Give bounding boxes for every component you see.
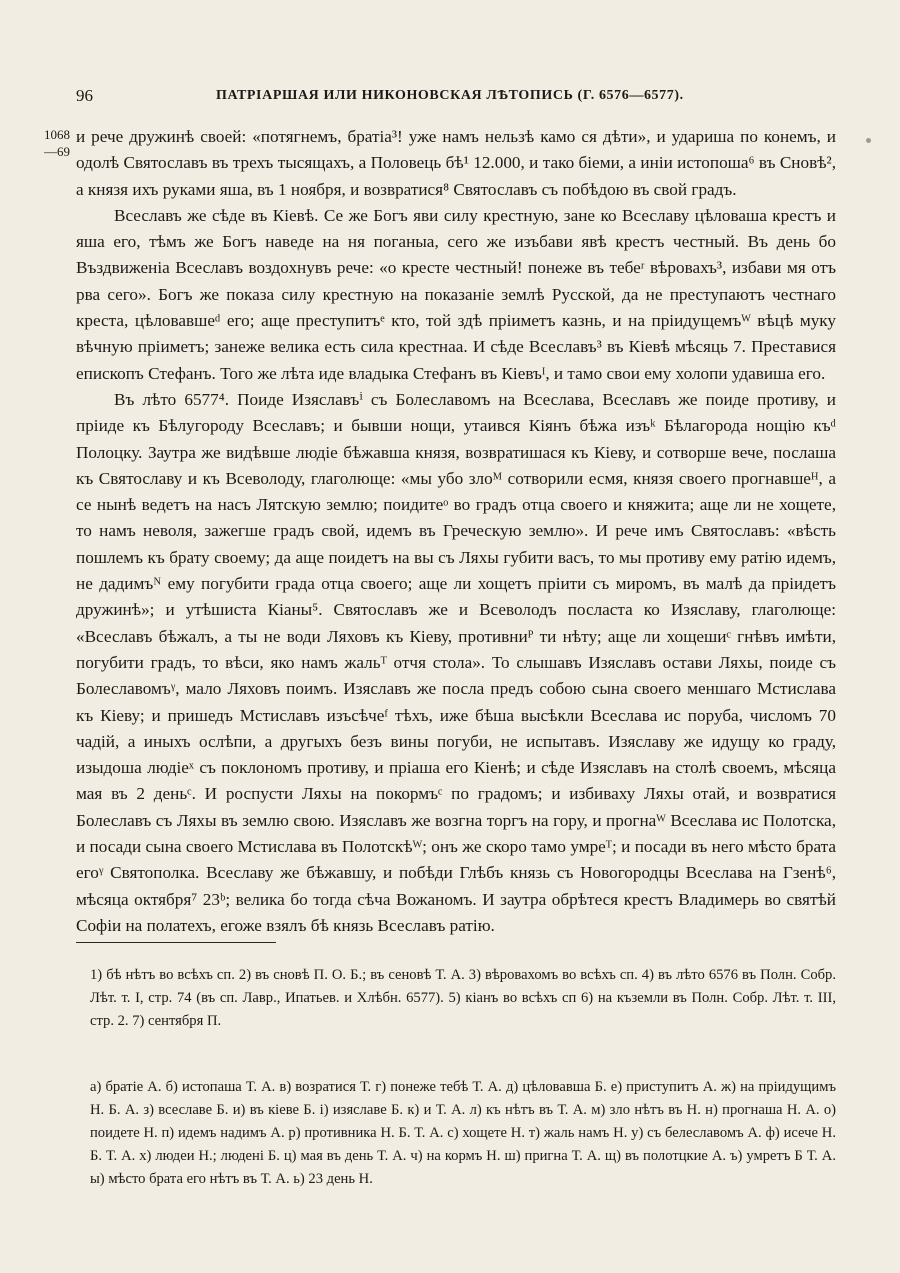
page-number: 96	[76, 86, 93, 105]
margin-dot	[866, 138, 871, 143]
paragraph-1: и рече дружинѣ своей: «потягнемъ, братіа³! уже намъ нельзѣ камо ся дѣти», и удариша по конемъ, и одолѣ Святославъ въ трехъ тысящахъ, а Половець бѣ¹ 12.000, и тако біеми, а иніи истопоша⁶ въ Сновѣ², а князя ихъ руками яша, въ 1 ноября, и возвратися⁸ Святославъ съ побѣдою въ свой градъ.	[76, 127, 836, 199]
footnote-separator	[76, 942, 276, 943]
footnotes-lettered	[76, 1076, 836, 1191]
paragraph-2: Всеславъ же сѣде въ Кіевѣ. Се же Богъ яви силу крестную, зане ко Всеславу цѣловаша крестъ и яша его, тѣмъ же Богъ наведе на ня поганыа, сего же изъбави явѣ крестъ честный. Въ день бо Въздвиженіа Всеславъ воздохнувъ рече: «о кресте честный! понеже въ тебеʳ вѣровахъ³, избави мя отъ рва сего». Богъ же показа силу крестную на показаніе землѣ Русской, да не преступаютъ честнаго креста, цѣловавшеᵈ его; аще преступитъᵉ кто, той здѣ пріиметъ казнь, и на прiидущемъᵂ вѣцѣ муку вѣчную пріиметъ; занеже велика есть сила крестнаа. И сѣде Всеславъ³ въ Кіевѣ мѣсяць 7. Преставися епископъ Стефанъ. Того же лѣта иде владыка Стефанъ въ Кіевъᴵ, и тамо свои ему холопи удавиша его.	[76, 205, 836, 383]
page-header	[76, 86, 836, 112]
paragraph-3: Въ лѣто 6577⁴. Поиде Изяславъⁱ съ Болеславомъ на Всеслава, Всеславъ же поиде противу, и пріиде къ Бѣлугороду Всеславъ; и бывши нощи, утаився Кіянъ бѣжа изъᵏ Бѣлагорода нощію къᵈ Полоцку. Заутра же видѣвше людіе бѣжавша князя, возвратишася къ Кіеву, и сотворше вече, послаша къ Святославу и къ Всеволоду, глаголюще: «мы убо злоᴹ сотворили есмя, князя своего прогнавшеᴴ, а се нынѣ ведетъ на насъ Лятскую землю; поидитеᵒ во градъ отца своего и княжита; аще ли не хощете, то намъ неволя, зажегше градъ свой, идемъ въ Греческую землю». И рече имъ Святославъ: «вѣсть пошлемъ къ брату своему; да аще поидетъ на вы съ Ляхы губити васъ, то мы противу ему ратію идемъ, не дадимъᴺ ему погубити града отца своего; аще ли хощетъ пріити съ миромъ, въ малѣ да пріидетъ дружинѣ»; и утѣшиста Кіаны⁵. Святославъ же и Всеволодъ посласта ко Изяславу, глаголюще: «Всеславъ бѣжалъ, а ты не води Ляховъ къ Кіеву, противниᴾ ти нѣту; аще ли хощешиᶜ гнѣвъ имѣти, погубити градъ, то вѣси, яко намъ жальᵀ отчя стола». То слышавъ Изяславъ остави Ляхы, поиде съ Болеславомъᵞ, мало Ляховъ поимъ. Изяславъ же посла предъ собою сына своего меншаго Мстислава къ Кіеву; и пришедъ Мстиславъ изъсѣчеᶠ тѣхъ, иже бѣша высѣкли Всеслава ис поруба, числомъ 70 чадій, а иныхъ ослѣпи, а другыхъ безъ вины погуби, не испытавъ. Изяславу же идущу ко граду, изыдоша людіеˣ съ поклономъ противу, и пріаша его Кіенѣ; и сѣде Изяславъ на столѣ своемъ, мѣсяца мая въ 2 деньᶜ. И роспусти Ляхы на покормъᶜ по градомъ; и избиваху Ляхы отай, и возвратися Болеславъ съ Ляхы въ землю свою. Изяславъ же возгна торгъ на гору, и прогнаᵂ Всеслава ис Полотска, и посади сына своего Мстислава въ Полотскѣᵂ; онъ же скоро тамо умреᵀ; и посади въ него мѣсто брата егоᵞ Святополка. Всеславу же бѣжавшу, и побѣди Глѣбъ князь съ Новогородцы Всеслава на Гзенѣ⁶, мѣсяца октября⁷ 23ᵇ; велика бо тогда сѣча Вожаномъ. И заутра обрѣтеся крестъ Владимерь во святѣй Софіи на полатехъ, егоже взялъ бѣ князь Всеславъ ратію.	[76, 389, 836, 935]
margin-year-top: 1068	[44, 127, 70, 142]
footnotes-lettered-text: а) братіе А. б) истопаша Т. А. в) возратися Т. г) понеже тебѣ Т. А. д) цѣловавша Б. е) приступитъ А. ж) на прiидущимъ Н. Б. А. з) всеславе Б. и) въ кіеве Б. і) изяславе Б. к) и Т. А. л) къ нѣтъ въ Т. А. м) зло нѣтъ въ Н. н) прогнаша Н. А. о) поидете Н. п) идемъ надимъ А. р) противника Н. Б. Т. А. с) хощете Н. т) жаль намъ Н. у) съ белеславомъ А. ф) исече Н. Б. Т. А. х) людеи Н.; людені Б. ц) мая въ день Т. А. ч) на кормъ Н. ш) пригна Т. А. щ) въ полотцкие А. ъ) умретъ Б Т. А. ы) мѣсто брата его нѣтъ въ Т. А. ь) 23 день Н.	[90, 1079, 836, 1187]
footnotes-numbered	[76, 964, 836, 1033]
main-text	[76, 124, 836, 939]
margin-year-bottom: —69	[44, 144, 70, 159]
running-head: ПАТРІАРШАЯ ИЛИ НИКОНОВСКАЯ ЛѢТОПИСЬ (Г. 6576—6577).	[216, 88, 684, 103]
footnotes-numbered-text: 1) бѣ нѣтъ во всѣхъ сп. 2) въ сновѣ П. О. Б.; въ сеновѣ Т. А. 3) вѣровахомъ во всѣхъ сп. 4) въ лѣто 6576 въ Полн. Собр. Лѣт. т. I, стр. 74 (въ сп. Лавр., Ипатьев. и Хлѣбн. 6577). 5) кіанъ во всѣхъ сп 6) на къземли въ Полн. Собр. Лѣт. т. III, стр. 2. 7) сентября П.	[90, 967, 836, 1029]
